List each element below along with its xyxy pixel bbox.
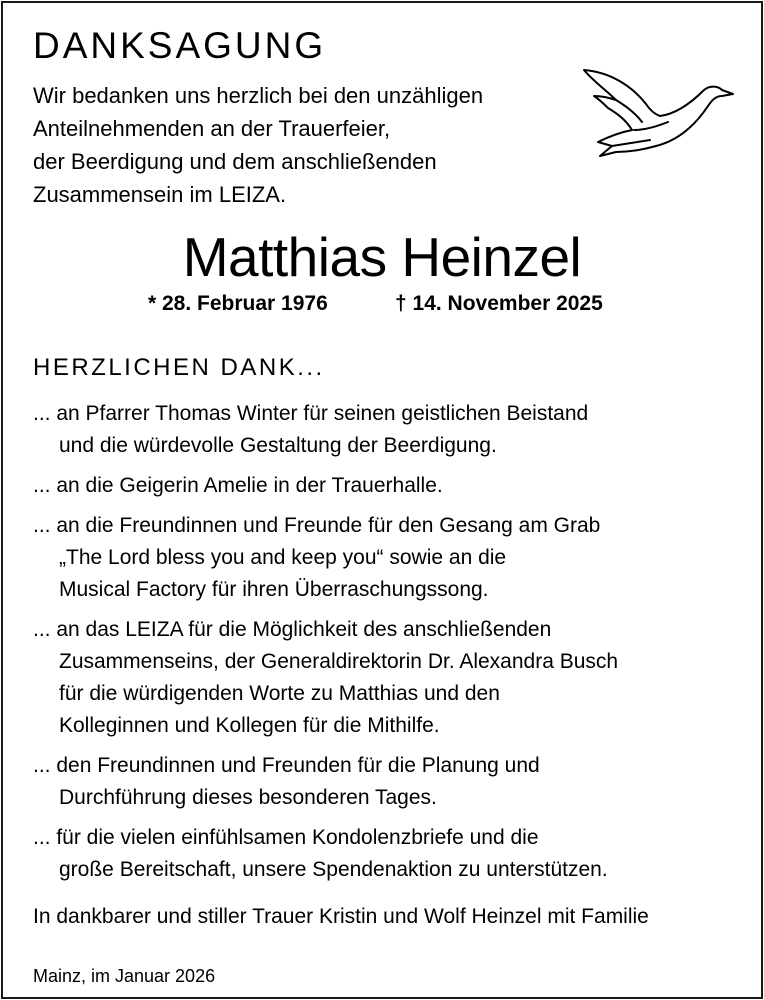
thanks-line: Durchführung dieses besonderen Tages. [59, 786, 437, 809]
thanks-line: ... für die vielen einfühlsamen Kondolenzbriefe und die [33, 826, 539, 849]
thanks-line: und die würdevolle Gestaltung der Beerdigung. [59, 434, 497, 457]
intro-text [33, 79, 573, 211]
thanks-line: ... den Freundinnen und Freunden für die Planung und [33, 754, 540, 777]
thanks-item [33, 614, 743, 742]
thanks-list [33, 398, 743, 894]
place-date: Mainz, im Januar 2026 [33, 966, 216, 986]
thanks-item [33, 398, 743, 462]
notice-heading: DANKSAGUNG [33, 25, 327, 66]
thanks-heading: HERZLICHEN DANK... [33, 354, 325, 381]
intro-line: Anteilnehmenden an der Trauerfeier, [33, 116, 391, 141]
flying-swan-icon [580, 64, 736, 160]
thanks-line: ... an die Freundinnen und Freunde für den Gesang am Grab [33, 514, 601, 537]
thanks-item [33, 822, 743, 886]
thanks-line: Zusammenseins, der Generaldirektorin Dr. Alexandra Busch [59, 650, 619, 673]
thanks-line: für die würdigenden Worte zu Matthias und den [59, 682, 500, 705]
intro-line: Wir bedanken uns herzlich bei den unzähligen [33, 83, 484, 108]
intro-line: der Beerdigung und dem anschließenden [33, 149, 437, 174]
death-date: † 14. November 2025 [395, 292, 603, 315]
thanks-line: Musical Factory für ihren Überraschungssong. [59, 578, 489, 601]
thanks-item [33, 750, 743, 814]
intro-line: Zusammensein im LEIZA. [33, 182, 287, 207]
deceased-name: Matthias Heinzel [182, 226, 582, 288]
thanks-line: ... an Pfarrer Thomas Winter für seinen geistlichen Beistand [33, 402, 589, 425]
thanks-item [33, 470, 743, 502]
thanks-line: Kolleginnen und Kollegen für die Mithilfe. [59, 714, 440, 737]
thanks-line: „The Lord bless you and keep you“ sowie an die [59, 546, 507, 569]
thanks-line: ... an das LEIZA für die Möglichkeit des anschließenden [33, 618, 552, 641]
thanks-item [33, 510, 743, 606]
birth-date: * 28. Februar 1976 [148, 292, 328, 315]
thanks-line: große Bereitschaft, unsere Spendenaktion zu unterstützen. [59, 858, 608, 881]
signature-line: In dankbarer und stiller Trauer Kristin und Wolf Heinzel mit Familie [33, 905, 649, 928]
thanks-line: ... an die Geigerin Amelie in der Trauerhalle. [33, 474, 443, 497]
